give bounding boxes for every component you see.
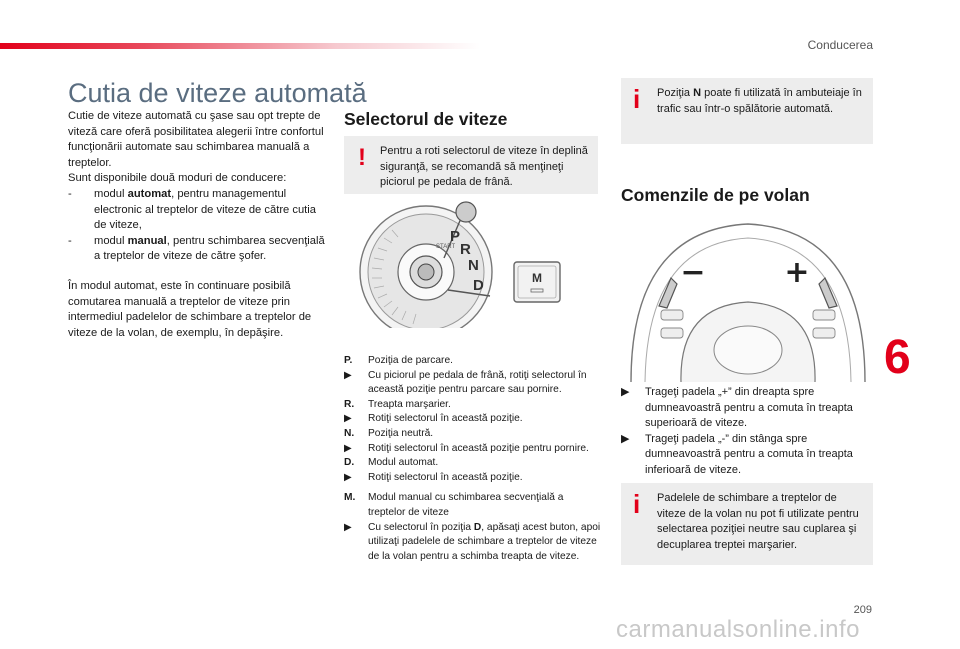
m-button-label: M — [532, 271, 542, 285]
dial-letter-n: N — [468, 257, 479, 274]
intro-para-2: Sunt disponibile două moduri de conducere: — [68, 172, 287, 185]
info-box-paddles — [621, 483, 873, 565]
position-p-instruction: ▶ Cu piciorul pe pedala de frână, rotiţi selectorul în această poziţie pentru parcare sau pornire. — [344, 369, 587, 396]
position-n: N. Poziţia neutră. — [344, 427, 434, 439]
intro-para-3: În modul automat, este în continuare posibilă comutarea manuală a treptelor de viteze prin intermediul padelelor de schimbare a treptelor de viteze de la volan, de exemplu, în depăşire. — [68, 279, 312, 339]
paddle-instructions — [621, 385, 875, 479]
position-p: P. Poziţia de parcare. — [344, 355, 453, 366]
position-m-instruction: ▶ Cu selectorul în poziţia D, apăsaţi acest buton, apoi utilizaţi padelele de schimbare a treptelor de viteze de la volan pentru a schimba treapta de viteze. — [344, 521, 601, 562]
warning-box — [344, 136, 598, 194]
mode-item-automatic: - modul automat, pentru managementul electronic al treptelor de viteze de către cutia de viteze, — [68, 187, 317, 232]
section-title: Conducerea — [807, 38, 873, 52]
mode-item-manual: - modul manual, pentru schimbarea secvenţială a treptelor de viteze de către şofer. — [68, 234, 325, 263]
position-d-instruction: ▶ Rotiţi selectorul în această poziţie. — [344, 471, 523, 483]
position-m: M. Modul manual cu schimbarea secvenţială a treptelor de viteze — [344, 492, 564, 518]
dial-letter-d: D — [473, 277, 484, 294]
wheel-heading: Comenzile de pe volan — [621, 185, 810, 205]
page-number: 209 — [853, 604, 872, 616]
position-r-instruction: ▶ Rotiţi selectorul în această poziţie. — [344, 413, 523, 425]
warning-icon: ! — [358, 144, 366, 171]
intro-para-1: Cutie de viteze automată cu şase sau opt trepte de viteză care oferă posibilitatea alegerii între confortul funcţionării automate sau schimbarea manuală a treptelor. — [68, 110, 324, 169]
dial-letter-r: R — [460, 241, 471, 258]
page-title: Cutia de viteze automată — [68, 78, 367, 108]
info-icon: i — [633, 84, 641, 114]
selector-positions-list — [344, 354, 602, 564]
intro-text — [68, 109, 328, 341]
dial-start-tag: START — [436, 244, 456, 250]
watermark: carmanualsonline.info — [616, 616, 860, 643]
dial-letter-p: P — [450, 228, 461, 245]
header-accent-bar — [0, 43, 480, 49]
paddle-minus-label: − — [680, 255, 706, 290]
info-text-paddles: Padelele de schimbare a treptelor de viteze de la volan nu pot fi utilizate pentru selectarea poziţiei neutre sau cuplarea şi decuplarea treptei marşarier. — [657, 492, 859, 551]
gear-selector-dial — [350, 198, 600, 328]
position-n-instruction: ▶ Rotiţi selectorul în această poziţie pentru pornire. — [344, 442, 589, 454]
info-box-neutral — [621, 78, 873, 144]
warning-text: Pentru a roti selectorul de viteze în deplină siguranţă, se recomandă să menţineţi piciorul pe pedala de frână. — [380, 145, 588, 189]
paddle-minus-instruction: ▶ Trageţi padela „-” din stânga spre dumneavoastră pentru a comuta în treapta inferioară de viteze. — [621, 432, 853, 476]
paddle-plus-instruction: ▶ Trageţi padela „+” din dreapta spre dumneavoastră pentru a comuta în treapta superioară de viteze. — [621, 386, 853, 430]
position-d: D. Modul automat. — [344, 457, 439, 469]
info-text-neutral: Poziţia N poate fi utilizată în ambuteiaje în trafic sau într-o spălătorie automată. — [657, 87, 862, 115]
chapter-tab-number: 6 — [884, 331, 911, 384]
selector-heading: Selectorul de viteze — [344, 109, 508, 129]
steering-wheel — [621, 210, 876, 382]
info-icon: i — [633, 489, 641, 519]
paddle-plus-label: + — [784, 255, 810, 290]
position-r: R. Treapta marşarier. — [344, 398, 451, 410]
